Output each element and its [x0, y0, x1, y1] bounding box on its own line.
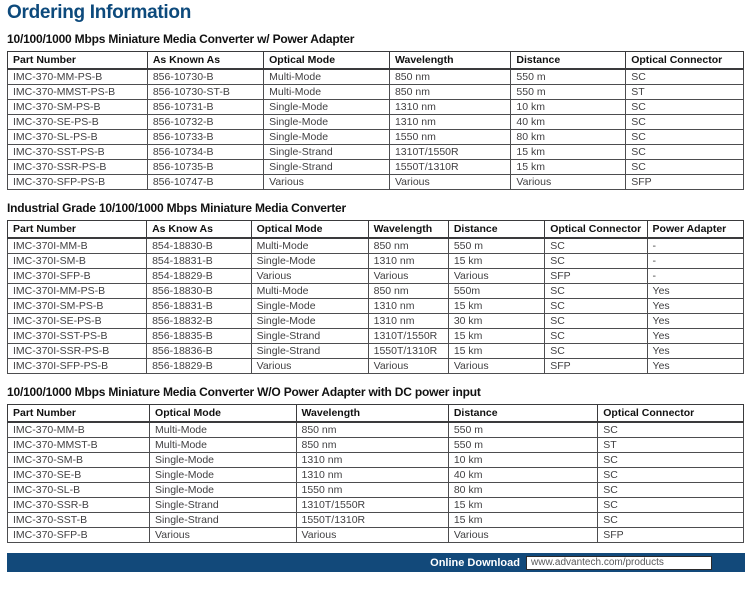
ordering-tables-container [7, 32, 744, 543]
section-title: 10/100/1000 Mbps Miniature Media Converter W/O Power Adapter with DC power input [7, 385, 481, 399]
table-cell: 856-18835-B [147, 329, 252, 344]
table-row [8, 468, 744, 483]
table-cell: IMC-370-MMST-PS-B [8, 85, 148, 100]
column-header: Power Adapter [647, 221, 743, 239]
table-cell: IMC-370-SM-PS-B [8, 100, 148, 115]
table-cell: ST [626, 85, 744, 100]
table-cell: Single-Mode [264, 100, 390, 115]
table-cell: Various [448, 528, 597, 543]
table-cell: Yes [647, 299, 743, 314]
table-cell: - [647, 269, 743, 284]
table-cell: 1310 nm [296, 468, 448, 483]
table-cell: 15 km [448, 344, 544, 359]
table-cell: Single-Strand [150, 513, 296, 528]
table-cell: - [647, 238, 743, 254]
table-cell: SC [598, 453, 744, 468]
table-cell: 856-18832-B [147, 314, 252, 329]
table-row [8, 269, 744, 284]
table-header-row [8, 52, 744, 70]
table-cell: IMC-370-SE-PS-B [8, 115, 148, 130]
table-cell: IMC-370-SL-PS-B [8, 130, 148, 145]
table-cell: 550 m [448, 438, 597, 453]
ordering-table [7, 51, 744, 190]
table-cell: 15 km [448, 513, 597, 528]
table-row [8, 145, 744, 160]
table-cell: IMC-370I-SM-PS-B [8, 299, 147, 314]
table-cell: Single-Mode [251, 314, 368, 329]
table-cell: 856-10734-B [147, 145, 263, 160]
table-cell: Yes [647, 359, 743, 374]
table-cell: IMC-370-SST-PS-B [8, 145, 148, 160]
table-row [8, 359, 744, 374]
column-header: Part Number [8, 405, 150, 423]
table-row [8, 85, 744, 100]
table-cell: 15 km [448, 498, 597, 513]
table-cell: Yes [647, 284, 743, 299]
column-header: Optical Connector [598, 405, 744, 423]
table-cell: SC [598, 498, 744, 513]
column-header: Distance [448, 221, 544, 239]
table-cell: 1550 nm [296, 483, 448, 498]
table-cell: 1310 nm [389, 115, 510, 130]
table-cell: Various [251, 359, 368, 374]
table-cell: Various [368, 359, 448, 374]
table-cell: SC [545, 284, 647, 299]
table-cell: SC [626, 130, 744, 145]
table-row [8, 115, 744, 130]
table-cell: 1550T/1310R [389, 160, 510, 175]
table-cell: Single-Strand [264, 145, 390, 160]
table-cell: 856-18830-B [147, 284, 252, 299]
table-cell: 856-10733-B [147, 130, 263, 145]
table-cell: 15 km [448, 299, 544, 314]
table-row [8, 69, 744, 85]
table-cell: 856-18831-B [147, 299, 252, 314]
table-cell: Single-Mode [150, 453, 296, 468]
column-header: Distance [448, 405, 597, 423]
table-cell: 856-18836-B [147, 344, 252, 359]
table-cell: - [647, 254, 743, 269]
table-cell: SC [545, 329, 647, 344]
table-cell: 550m [448, 284, 544, 299]
table-cell: 856-10747-B [147, 175, 263, 190]
table-cell: 850 nm [296, 422, 448, 438]
table-cell: 1310 nm [368, 299, 448, 314]
table-row [8, 314, 744, 329]
table-cell: SC [626, 100, 744, 115]
table-cell: Multi-Mode [264, 85, 390, 100]
table-cell: Various [264, 175, 390, 190]
table-cell: IMC-370-SL-B [8, 483, 150, 498]
table-cell: IMC-370I-SM-B [8, 254, 147, 269]
table-cell: Yes [647, 344, 743, 359]
table-cell: IMC-370-SSR-B [8, 498, 150, 513]
table-row [8, 422, 744, 438]
table-cell: 40 km [511, 115, 626, 130]
table-cell: 856-10731-B [147, 100, 263, 115]
table-cell: Single-Strand [251, 344, 368, 359]
table-cell: SC [626, 145, 744, 160]
table-cell: IMC-370-SSR-PS-B [8, 160, 148, 175]
table-cell: IMC-370-SFP-PS-B [8, 175, 148, 190]
table-cell: 854-18831-B [147, 254, 252, 269]
column-header: Optical Mode [150, 405, 296, 423]
table-cell: Single-Mode [264, 115, 390, 130]
table-cell: SC [626, 115, 744, 130]
table-row [8, 254, 744, 269]
table-cell: IMC-370-SST-B [8, 513, 150, 528]
column-header: As Known As [147, 52, 263, 70]
table-cell: IMC-370-MM-B [8, 422, 150, 438]
table-cell: SC [598, 513, 744, 528]
column-header: Wavelength [296, 405, 448, 423]
table-row [8, 299, 744, 314]
column-header: Part Number [8, 52, 148, 70]
table-row [8, 498, 744, 513]
table-cell: Multi-Mode [251, 284, 368, 299]
table-header-row [8, 221, 744, 239]
table-cell: 1550T/1310R [296, 513, 448, 528]
table-row [8, 130, 744, 145]
online-download-label: Online Download [430, 556, 520, 569]
table-cell: IMC-370I-SST-PS-B [8, 329, 147, 344]
table-cell: Single-Strand [264, 160, 390, 175]
table-cell: 1310T/1550R [368, 329, 448, 344]
table-cell: Various [448, 269, 544, 284]
table-cell: IMC-370-SE-B [8, 468, 150, 483]
table-cell: 856-10735-B [147, 160, 263, 175]
table-cell: IMC-370I-SFP-B [8, 269, 147, 284]
table-cell: 15 km [511, 145, 626, 160]
column-header: Wavelength [368, 221, 448, 239]
table-cell: Single-Mode [150, 483, 296, 498]
table-cell: SC [545, 299, 647, 314]
table-cell: SC [545, 314, 647, 329]
table-cell: IMC-370I-SE-PS-B [8, 314, 147, 329]
table-cell: 1310 nm [296, 453, 448, 468]
table-cell: Multi-Mode [264, 69, 390, 85]
table-cell: Single-Mode [264, 130, 390, 145]
table-cell: 850 nm [368, 238, 448, 254]
table-cell: 80 km [448, 483, 597, 498]
table-cell: Single-Mode [150, 468, 296, 483]
ordering-table [7, 404, 744, 543]
table-cell: SC [598, 422, 744, 438]
table-cell: IMC-370-MM-PS-B [8, 69, 148, 85]
column-header: Optical Connector [545, 221, 647, 239]
table-cell: Various [511, 175, 626, 190]
table-cell: 850 nm [389, 85, 510, 100]
table-cell: 10 km [511, 100, 626, 115]
table-cell: 856-10730-B [147, 69, 263, 85]
column-header: Distance [511, 52, 626, 70]
table-cell: 1310T/1550R [389, 145, 510, 160]
column-header: Optical Mode [264, 52, 390, 70]
table-row [8, 100, 744, 115]
table-cell: 856-18829-B [147, 359, 252, 374]
table-row [8, 238, 744, 254]
table-cell: IMC-370-SFP-B [8, 528, 150, 543]
table-row [8, 160, 744, 175]
table-row [8, 284, 744, 299]
table-cell: 30 km [448, 314, 544, 329]
table-cell: 550 m [448, 422, 597, 438]
table-cell: Single-Mode [251, 254, 368, 269]
table-cell: SC [598, 483, 744, 498]
column-header: Wavelength [389, 52, 510, 70]
table-cell: Various [251, 269, 368, 284]
table-cell: 15 km [448, 329, 544, 344]
section-title: Industrial Grade 10/100/1000 Mbps Miniature Media Converter [7, 201, 346, 215]
table-cell: SC [545, 238, 647, 254]
table-cell: IMC-370I-MM-PS-B [8, 284, 147, 299]
table-cell: 854-18830-B [147, 238, 252, 254]
table-cell: SFP [598, 528, 744, 543]
table-cell: IMC-370I-SSR-PS-B [8, 344, 147, 359]
table-row [8, 344, 744, 359]
table-row [8, 453, 744, 468]
table-cell: Multi-Mode [150, 438, 296, 453]
table-cell: SFP [545, 269, 647, 284]
table-cell: Yes [647, 314, 743, 329]
table-cell: 550 m [448, 238, 544, 254]
table-cell: ST [598, 438, 744, 453]
table-cell: SFP [545, 359, 647, 374]
table-row [8, 438, 744, 453]
table-cell: Various [368, 269, 448, 284]
table-row [8, 528, 744, 543]
table-row [8, 175, 744, 190]
table-cell: 850 nm [389, 69, 510, 85]
table-cell: IMC-370I-MM-B [8, 238, 147, 254]
table-cell: 856-10730-ST-B [147, 85, 263, 100]
table-cell: SFP [626, 175, 744, 190]
table-cell: 40 km [448, 468, 597, 483]
table-cell: IMC-370-MMST-B [8, 438, 150, 453]
table-cell: Various [150, 528, 296, 543]
table-cell: Multi-Mode [251, 238, 368, 254]
table-cell: SC [626, 160, 744, 175]
ordering-table [7, 220, 744, 374]
table-row [8, 513, 744, 528]
table-cell: 15 km [448, 254, 544, 269]
table-cell: Single-Mode [251, 299, 368, 314]
table-cell: 1550 nm [389, 130, 510, 145]
table-cell: 1550T/1310R [368, 344, 448, 359]
page-title: Ordering Information [7, 2, 192, 23]
table-cell: 1310 nm [389, 100, 510, 115]
column-header: Part Number [8, 221, 147, 239]
table-header-row [8, 405, 744, 423]
column-header: As Know As [147, 221, 252, 239]
table-cell: 15 km [511, 160, 626, 175]
table-cell: Various [296, 528, 448, 543]
online-download-bar [7, 553, 745, 572]
table-cell: Yes [647, 329, 743, 344]
table-cell: 854-18829-B [147, 269, 252, 284]
table-cell: IMC-370-SM-B [8, 453, 150, 468]
table-cell: 1310 nm [368, 314, 448, 329]
table-row [8, 329, 744, 344]
table-cell: 850 nm [368, 284, 448, 299]
table-cell: 856-10732-B [147, 115, 263, 130]
table-cell: 10 km [448, 453, 597, 468]
table-cell: SC [598, 468, 744, 483]
column-header: Optical Connector [626, 52, 744, 70]
online-download-url[interactable]: www.advantech.com/products [526, 556, 712, 570]
table-cell: Single-Strand [251, 329, 368, 344]
table-cell: 1310 nm [368, 254, 448, 269]
table-cell: SC [626, 69, 744, 85]
table-cell: 850 nm [296, 438, 448, 453]
table-cell: SC [545, 254, 647, 269]
table-cell: 550 m [511, 69, 626, 85]
section-title: 10/100/1000 Mbps Miniature Media Converter w/ Power Adapter [7, 32, 355, 46]
table-cell: Single-Strand [150, 498, 296, 513]
table-cell: 1310T/1550R [296, 498, 448, 513]
table-cell: Various [448, 359, 544, 374]
table-cell: 80 km [511, 130, 626, 145]
table-row [8, 483, 744, 498]
table-cell: IMC-370I-SFP-PS-B [8, 359, 147, 374]
column-header: Optical Mode [251, 221, 368, 239]
table-cell: SC [545, 344, 647, 359]
table-cell: Multi-Mode [150, 422, 296, 438]
table-cell: 550 m [511, 85, 626, 100]
table-cell: Various [389, 175, 510, 190]
